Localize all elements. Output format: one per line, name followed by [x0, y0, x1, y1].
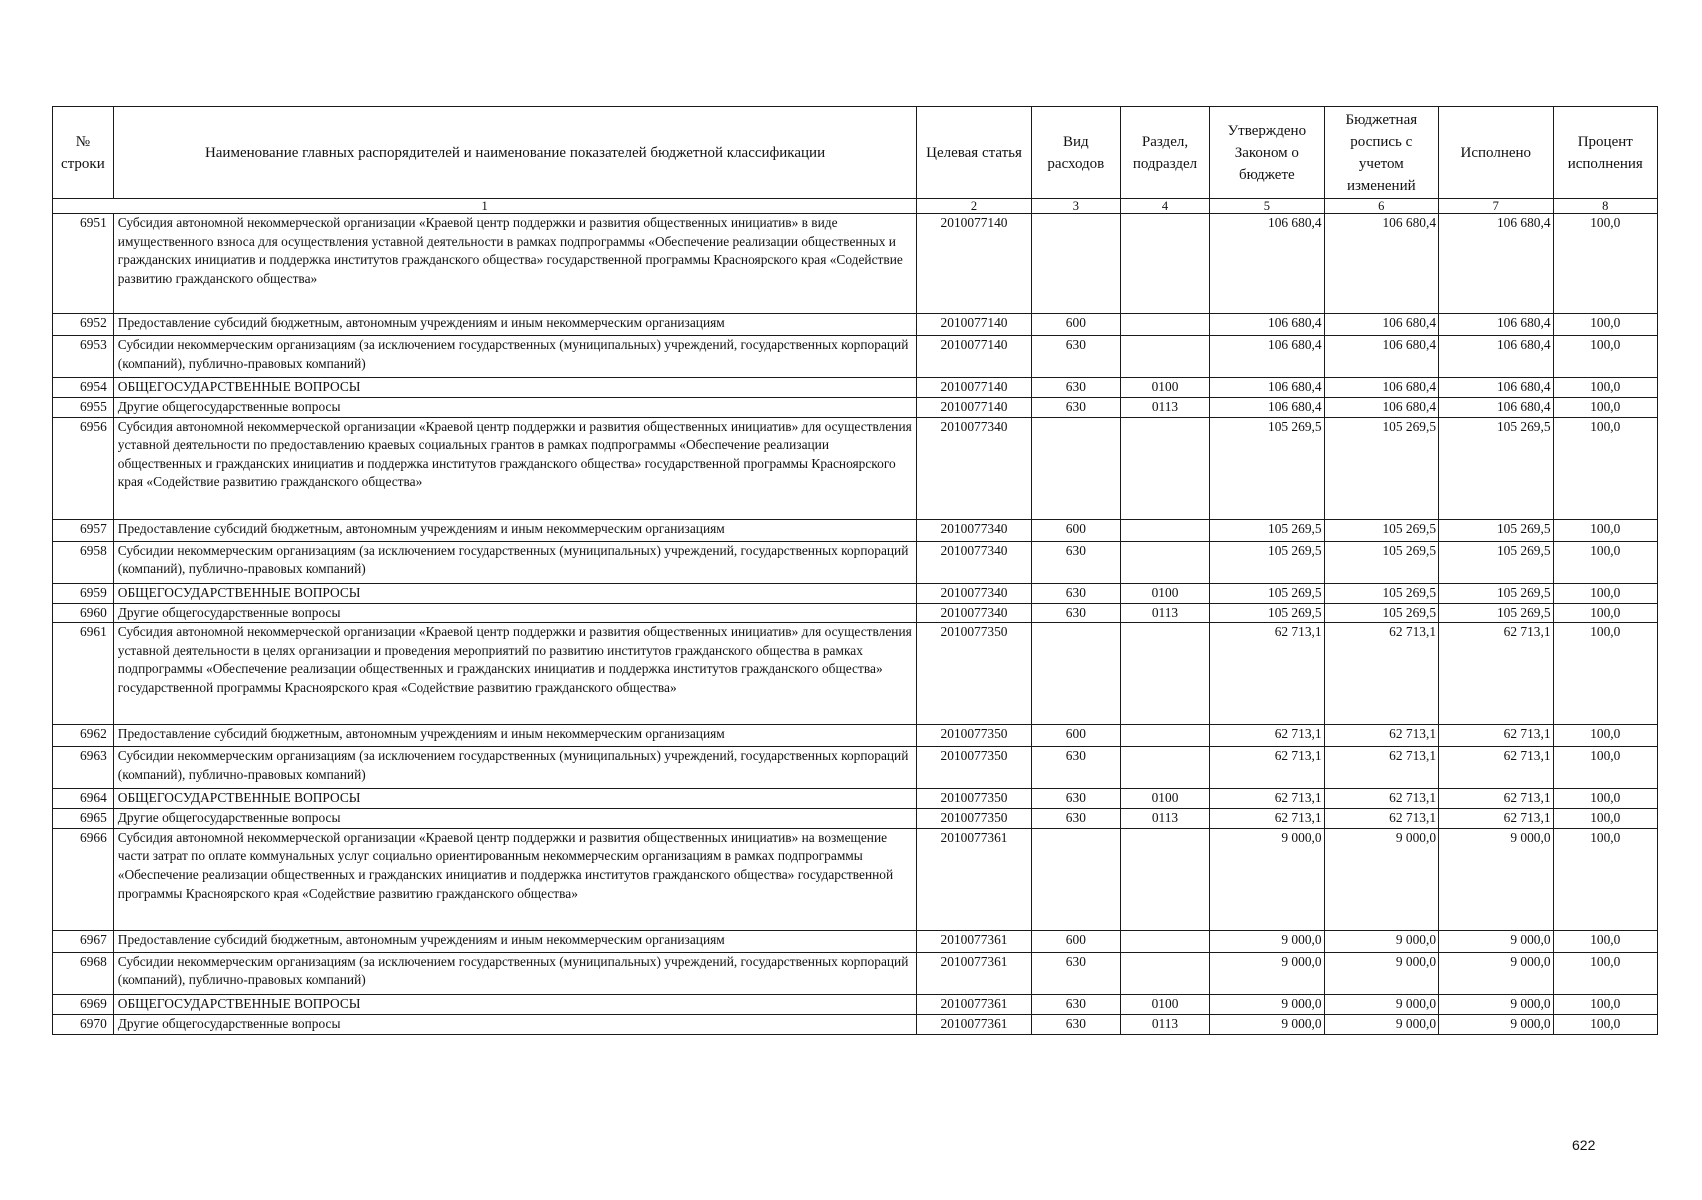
column-number-4: 4 — [1120, 199, 1209, 214]
row-name: ОБЩЕГОСУДАРСТВЕННЫЕ ВОПРОСЫ — [113, 789, 917, 809]
row-approved: 106 680,4 — [1210, 378, 1324, 398]
table-row — [53, 314, 1658, 336]
row-executed: 62 713,1 — [1439, 789, 1553, 809]
row-number: 6959 — [53, 583, 114, 603]
row-name: Субсидии некоммерческим организациям (за исключением государственных (муниципальных) учреждений, государственных корпораций (компаний), публично-правовых компаний) — [113, 541, 917, 583]
row-executed: 9 000,0 — [1439, 828, 1553, 930]
row-number: 6954 — [53, 378, 114, 398]
row-section — [1120, 336, 1209, 378]
row-section: 0113 — [1120, 398, 1209, 418]
row-executed: 106 680,4 — [1439, 378, 1553, 398]
row-section — [1120, 747, 1209, 789]
row-expense-kind: 630 — [1031, 336, 1120, 378]
column-number-5: 5 — [1210, 199, 1324, 214]
row-number: 6963 — [53, 747, 114, 789]
row-budget-schedule: 9 000,0 — [1324, 828, 1438, 930]
row-budget-schedule: 105 269,5 — [1324, 603, 1438, 623]
row-expense-kind: 630 — [1031, 583, 1120, 603]
table-row — [53, 214, 1658, 314]
table-row — [53, 378, 1658, 398]
header-budget-schedule: Бюджетная роспись с учетом изменений — [1324, 107, 1438, 199]
row-name: Субсидии некоммерческим организациям (за исключением государственных (муниципальных) учреждений, государственных корпораций (компаний), публично-правовых компаний) — [113, 747, 917, 789]
row-percent: 100,0 — [1553, 519, 1657, 541]
header-percent: Процент исполнения — [1553, 107, 1657, 199]
row-budget-schedule: 106 680,4 — [1324, 398, 1438, 418]
table-row — [53, 417, 1658, 519]
row-budget-schedule: 62 713,1 — [1324, 809, 1438, 829]
row-number: 6957 — [53, 519, 114, 541]
row-percent: 100,0 — [1553, 930, 1657, 952]
row-approved: 62 713,1 — [1210, 725, 1324, 747]
row-name: Субсидия автономной некоммерческой организации «Краевой центр поддержки и развития общественных инициатив» для осуществления уставной деятельности по предоставлению краевых социальных грантов в рамках подпрограммы «Обеспечение реализации общественных и гражданских инициатив и поддержка институтов гражданского общества» государственной программы Красноярского края «Содействие развитию гражданского общества» — [113, 417, 917, 519]
row-expense-kind: 600 — [1031, 725, 1120, 747]
row-executed: 62 713,1 — [1439, 809, 1553, 829]
row-section — [1120, 952, 1209, 994]
row-target-article: 2010077350 — [917, 747, 1031, 789]
row-budget-schedule: 62 713,1 — [1324, 789, 1438, 809]
row-number: 6969 — [53, 994, 114, 1014]
column-number-2: 2 — [917, 199, 1031, 214]
table-row — [53, 1014, 1658, 1034]
row-approved: 9 000,0 — [1210, 1014, 1324, 1034]
row-name: Предоставление субсидий бюджетным, автономным учреждениям и иным некоммерческим организациям — [113, 519, 917, 541]
row-target-article: 2010077361 — [917, 828, 1031, 930]
row-number: 6962 — [53, 725, 114, 747]
column-number-3: 3 — [1031, 199, 1120, 214]
row-approved: 62 713,1 — [1210, 623, 1324, 725]
row-name: Другие общегосударственные вопросы — [113, 398, 917, 418]
row-number: 6968 — [53, 952, 114, 994]
row-target-article: 2010077140 — [917, 214, 1031, 314]
row-percent: 100,0 — [1553, 214, 1657, 314]
row-section — [1120, 519, 1209, 541]
row-budget-schedule: 62 713,1 — [1324, 725, 1438, 747]
row-expense-kind: 630 — [1031, 603, 1120, 623]
row-expense-kind: 600 — [1031, 314, 1120, 336]
header-executed: Исполнено — [1439, 107, 1553, 199]
row-name: Другие общегосударственные вопросы — [113, 603, 917, 623]
row-section: 0100 — [1120, 994, 1209, 1014]
row-percent: 100,0 — [1553, 541, 1657, 583]
row-budget-schedule: 106 680,4 — [1324, 378, 1438, 398]
row-expense-kind — [1031, 214, 1120, 314]
row-expense-kind: 630 — [1031, 994, 1120, 1014]
row-name: Субсидия автономной некоммерческой организации «Краевой центр поддержки и развития общественных инициатив» для осуществления уставной деятельности в целях организации и проведения мероприятий по развитию институтов гражданского общества в рамках подпрограммы «Обеспечение реализации общественных и гражданских инициатив и поддержка институтов гражданского общества» государственной программы Красноярского края «Содействие развитию гражданского общества» — [113, 623, 917, 725]
row-executed: 106 680,4 — [1439, 314, 1553, 336]
row-target-article: 2010077140 — [917, 378, 1031, 398]
table-row — [53, 603, 1658, 623]
row-expense-kind: 600 — [1031, 519, 1120, 541]
row-name: Субсидии некоммерческим организациям (за исключением государственных (муниципальных) учреждений, государственных корпораций (компаний), публично-правовых компаний) — [113, 336, 917, 378]
row-target-article: 2010077350 — [917, 725, 1031, 747]
table-row — [53, 952, 1658, 994]
row-name: Другие общегосударственные вопросы — [113, 809, 917, 829]
row-section — [1120, 725, 1209, 747]
row-section — [1120, 930, 1209, 952]
row-budget-schedule: 9 000,0 — [1324, 930, 1438, 952]
row-percent: 100,0 — [1553, 994, 1657, 1014]
row-approved: 9 000,0 — [1210, 930, 1324, 952]
row-name: Другие общегосударственные вопросы — [113, 1014, 917, 1034]
header-row-number: № строки — [53, 107, 114, 199]
row-percent: 100,0 — [1553, 378, 1657, 398]
header-expense-kind: Вид расходов — [1031, 107, 1120, 199]
row-section: 0100 — [1120, 378, 1209, 398]
row-budget-schedule: 62 713,1 — [1324, 623, 1438, 725]
table-row — [53, 541, 1658, 583]
row-executed: 62 713,1 — [1439, 623, 1553, 725]
row-number: 6951 — [53, 214, 114, 314]
row-expense-kind: 630 — [1031, 789, 1120, 809]
row-executed: 9 000,0 — [1439, 1014, 1553, 1034]
column-number-6: 6 — [1324, 199, 1438, 214]
row-expense-kind — [1031, 623, 1120, 725]
row-percent: 100,0 — [1553, 314, 1657, 336]
row-name: Предоставление субсидий бюджетным, автономным учреждениям и иным некоммерческим организациям — [113, 314, 917, 336]
row-approved: 62 713,1 — [1210, 747, 1324, 789]
row-percent: 100,0 — [1553, 952, 1657, 994]
row-name: Предоставление субсидий бюджетным, автономным учреждениям и иным некоммерческим организациям — [113, 725, 917, 747]
header-name: Наименование главных распорядителей и наименование показателей бюджетной классификации — [113, 107, 917, 199]
row-name: Субсидии некоммерческим организациям (за исключением государственных (муниципальных) учреждений, государственных корпораций (компаний), публично-правовых компаний) — [113, 952, 917, 994]
row-percent: 100,0 — [1553, 336, 1657, 378]
row-target-article: 2010077340 — [917, 583, 1031, 603]
row-percent: 100,0 — [1553, 603, 1657, 623]
column-number-1: 1 — [53, 199, 917, 214]
row-approved: 105 269,5 — [1210, 583, 1324, 603]
header-target-article: Целевая статья — [917, 107, 1031, 199]
row-expense-kind — [1031, 828, 1120, 930]
row-executed: 9 000,0 — [1439, 994, 1553, 1014]
row-expense-kind: 630 — [1031, 809, 1120, 829]
row-name: Субсидия автономной некоммерческой организации «Краевой центр поддержки и развития общественных инициатив» на возмещение части затрат по оплате коммунальных услуг социально ориентированным некоммерческим организациям в рамках подпрограммы «Обеспечение реализации общественных и гражданских инициатив и поддержка институтов гражданского общества» государственной программы Красноярского края «Содействие развитию гражданского общества» — [113, 828, 917, 930]
row-expense-kind: 630 — [1031, 398, 1120, 418]
row-budget-schedule: 105 269,5 — [1324, 583, 1438, 603]
row-budget-schedule: 105 269,5 — [1324, 519, 1438, 541]
row-approved: 105 269,5 — [1210, 417, 1324, 519]
row-target-article: 2010077140 — [917, 314, 1031, 336]
row-executed: 62 713,1 — [1439, 725, 1553, 747]
row-executed: 105 269,5 — [1439, 583, 1553, 603]
table-row — [53, 828, 1658, 930]
row-approved: 106 680,4 — [1210, 336, 1324, 378]
row-percent: 100,0 — [1553, 725, 1657, 747]
row-executed: 105 269,5 — [1439, 603, 1553, 623]
table-row — [53, 789, 1658, 809]
row-expense-kind: 630 — [1031, 1014, 1120, 1034]
row-section: 0113 — [1120, 809, 1209, 829]
row-approved: 62 713,1 — [1210, 789, 1324, 809]
row-target-article: 2010077350 — [917, 789, 1031, 809]
row-target-article: 2010077340 — [917, 603, 1031, 623]
row-expense-kind: 630 — [1031, 952, 1120, 994]
table-row — [53, 583, 1658, 603]
row-number: 6967 — [53, 930, 114, 952]
row-target-article: 2010077340 — [917, 417, 1031, 519]
table-body — [53, 214, 1658, 1035]
row-expense-kind — [1031, 417, 1120, 519]
row-percent: 100,0 — [1553, 809, 1657, 829]
row-name: ОБЩЕГОСУДАРСТВЕННЫЕ ВОПРОСЫ — [113, 583, 917, 603]
row-percent: 100,0 — [1553, 789, 1657, 809]
row-target-article: 2010077350 — [917, 623, 1031, 725]
row-budget-schedule: 106 680,4 — [1324, 336, 1438, 378]
row-expense-kind: 630 — [1031, 378, 1120, 398]
row-section — [1120, 417, 1209, 519]
row-executed: 106 680,4 — [1439, 398, 1553, 418]
row-percent: 100,0 — [1553, 828, 1657, 930]
row-target-article: 2010077140 — [917, 398, 1031, 418]
row-expense-kind: 630 — [1031, 541, 1120, 583]
page-number: 622 — [1572, 1137, 1596, 1153]
row-name: ОБЩЕГОСУДАРСТВЕННЫЕ ВОПРОСЫ — [113, 994, 917, 1014]
header-approved: Утверждено Законом о бюджете — [1210, 107, 1324, 199]
row-name: ОБЩЕГОСУДАРСТВЕННЫЕ ВОПРОСЫ — [113, 378, 917, 398]
row-executed: 9 000,0 — [1439, 952, 1553, 994]
row-target-article: 2010077361 — [917, 952, 1031, 994]
column-number-8: 8 — [1553, 199, 1657, 214]
row-target-article: 2010077140 — [917, 336, 1031, 378]
table-row — [53, 994, 1658, 1014]
row-number: 6965 — [53, 809, 114, 829]
row-budget-schedule: 105 269,5 — [1324, 417, 1438, 519]
row-approved: 9 000,0 — [1210, 952, 1324, 994]
table-row — [53, 747, 1658, 789]
row-percent: 100,0 — [1553, 583, 1657, 603]
row-executed: 106 680,4 — [1439, 336, 1553, 378]
row-number: 6958 — [53, 541, 114, 583]
table-row — [53, 623, 1658, 725]
row-budget-schedule: 106 680,4 — [1324, 314, 1438, 336]
row-budget-schedule: 106 680,4 — [1324, 214, 1438, 314]
row-approved: 105 269,5 — [1210, 603, 1324, 623]
row-executed: 62 713,1 — [1439, 747, 1553, 789]
row-section: 0100 — [1120, 583, 1209, 603]
row-section — [1120, 314, 1209, 336]
row-section: 0113 — [1120, 603, 1209, 623]
row-approved: 9 000,0 — [1210, 994, 1324, 1014]
row-number: 6955 — [53, 398, 114, 418]
budget-execution-table — [52, 106, 1658, 1035]
row-name: Субсидия автономной некоммерческой организации «Краевой центр поддержки и развития общественных инициатив» в виде имущественного взноса для осуществления уставной деятельности в рамках подпрограммы «Обеспечение реализации общественных и гражданских инициатив и поддержка институтов гражданского общества» государственной программы Красноярского края «Содействие развитию гражданского общества» — [113, 214, 917, 314]
row-approved: 106 680,4 — [1210, 314, 1324, 336]
budget-report-sheet — [52, 106, 1658, 1035]
row-approved: 106 680,4 — [1210, 398, 1324, 418]
header-section: Раздел, подраздел — [1120, 107, 1209, 199]
table-header-row — [53, 107, 1658, 199]
row-number: 6956 — [53, 417, 114, 519]
row-budget-schedule: 9 000,0 — [1324, 952, 1438, 994]
row-name: Предоставление субсидий бюджетным, автономным учреждениям и иным некоммерческим организациям — [113, 930, 917, 952]
row-number: 6964 — [53, 789, 114, 809]
row-executed: 9 000,0 — [1439, 930, 1553, 952]
row-executed: 105 269,5 — [1439, 541, 1553, 583]
row-target-article: 2010077361 — [917, 930, 1031, 952]
row-number: 6952 — [53, 314, 114, 336]
row-executed: 105 269,5 — [1439, 519, 1553, 541]
row-section — [1120, 828, 1209, 930]
row-executed: 106 680,4 — [1439, 214, 1553, 314]
row-target-article: 2010077361 — [917, 994, 1031, 1014]
row-target-article: 2010077350 — [917, 809, 1031, 829]
row-percent: 100,0 — [1553, 398, 1657, 418]
row-section — [1120, 623, 1209, 725]
row-budget-schedule: 105 269,5 — [1324, 541, 1438, 583]
row-budget-schedule: 9 000,0 — [1324, 994, 1438, 1014]
row-number: 6970 — [53, 1014, 114, 1034]
row-approved: 105 269,5 — [1210, 519, 1324, 541]
row-budget-schedule: 9 000,0 — [1324, 1014, 1438, 1034]
row-percent: 100,0 — [1553, 417, 1657, 519]
row-budget-schedule: 62 713,1 — [1324, 747, 1438, 789]
row-number: 6960 — [53, 603, 114, 623]
row-target-article: 2010077361 — [917, 1014, 1031, 1034]
row-number: 6961 — [53, 623, 114, 725]
table-row — [53, 398, 1658, 418]
row-number: 6966 — [53, 828, 114, 930]
row-section: 0100 — [1120, 789, 1209, 809]
row-expense-kind: 630 — [1031, 747, 1120, 789]
row-number: 6953 — [53, 336, 114, 378]
row-percent: 100,0 — [1553, 747, 1657, 789]
column-number-7: 7 — [1439, 199, 1553, 214]
table-row — [53, 336, 1658, 378]
table-row — [53, 725, 1658, 747]
row-target-article: 2010077340 — [917, 541, 1031, 583]
row-approved: 105 269,5 — [1210, 541, 1324, 583]
row-section — [1120, 541, 1209, 583]
row-percent: 100,0 — [1553, 623, 1657, 725]
row-approved: 106 680,4 — [1210, 214, 1324, 314]
table-row — [53, 930, 1658, 952]
row-approved: 9 000,0 — [1210, 828, 1324, 930]
row-executed: 105 269,5 — [1439, 417, 1553, 519]
row-section: 0113 — [1120, 1014, 1209, 1034]
table-row — [53, 519, 1658, 541]
row-section — [1120, 214, 1209, 314]
row-target-article: 2010077340 — [917, 519, 1031, 541]
row-percent: 100,0 — [1553, 1014, 1657, 1034]
column-numbers-row — [53, 199, 1658, 214]
table-row — [53, 809, 1658, 829]
row-expense-kind: 600 — [1031, 930, 1120, 952]
row-approved: 62 713,1 — [1210, 809, 1324, 829]
